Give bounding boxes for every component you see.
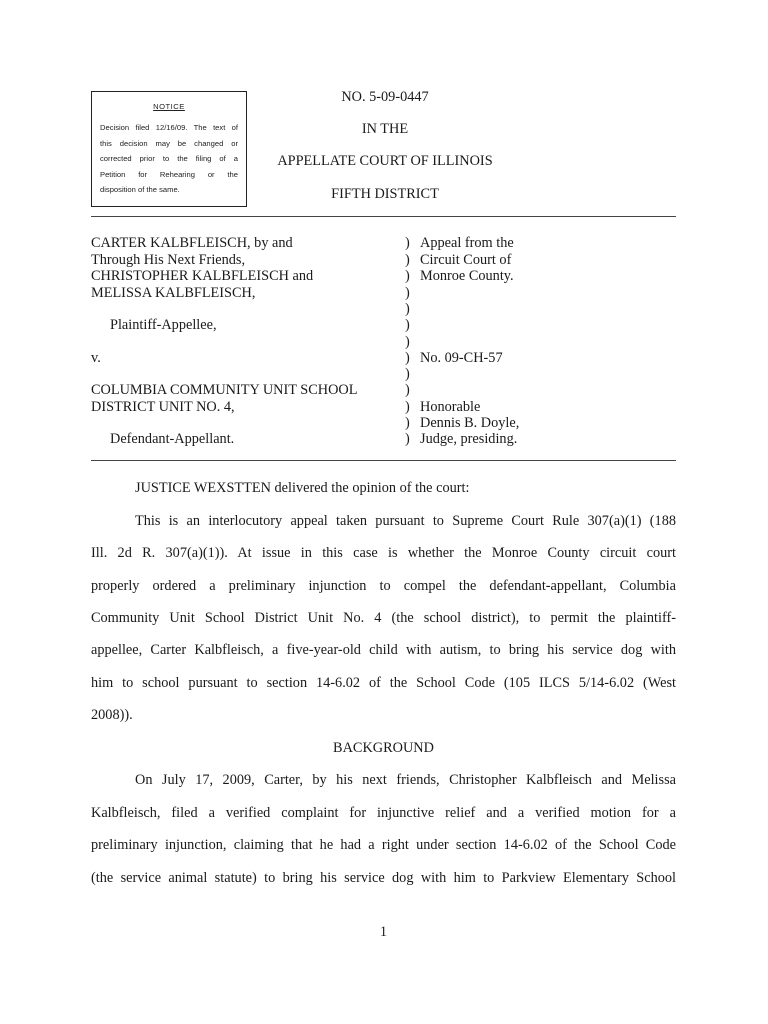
paragraph-line: Community Unit School District Unit No. 4 (the school district), to permit the plaintiff-	[91, 610, 676, 626]
caption-separator: )	[405, 317, 410, 333]
notice-line: this decision may be changed or	[100, 138, 238, 148]
caption-separator: )	[405, 431, 410, 447]
paragraph-line: (the service animal statute) to bring his service dog with him to Parkview Elementary School	[91, 870, 676, 886]
paragraph-line: On July 17, 2009, Carter, by his next friends, Christopher Kalbfleisch and Melissa	[135, 772, 676, 788]
judge-line: Honorable	[420, 398, 481, 415]
page-number: 1	[379, 924, 388, 940]
bottom-divider	[91, 460, 676, 461]
paragraph-line: Kalbfleisch, filed a verified complaint for injunctive relief and a verified motion for a	[91, 805, 676, 821]
caption-separator: )	[405, 350, 410, 366]
opinion-author-line: JUSTICE WEXSTTEN delivered the opinion of the court:	[135, 480, 470, 496]
notice-line: disposition of the same.	[100, 185, 180, 195]
notice-box	[91, 91, 247, 207]
paragraph-line: appellee, Carter Kalbfleisch, a five-year-old child with autism, to bring his service dog with	[91, 642, 676, 658]
caption-separator: )	[405, 284, 410, 301]
notice-line: corrected prior to the filing of a	[100, 154, 238, 164]
section-heading: BACKGROUND	[333, 740, 434, 756]
paragraph-line: This is an interlocutory appeal taken pursuant to Supreme Court Rule 307(a)(1) (188	[135, 513, 676, 529]
paragraph-line: him to school pursuant to section 14-6.02 of the School Code (105 ILCS 5/14-6.02 (West	[91, 675, 676, 691]
plaintiff-line: CHRISTOPHER KALBFLEISCH and	[91, 268, 314, 284]
plaintiff-line: CARTER KALBFLEISCH, by and	[91, 235, 293, 251]
caption-separator: )	[405, 268, 410, 284]
plaintiff-role: Plaintiff-Appellee,	[110, 317, 217, 333]
district: FIFTH DISTRICT	[331, 186, 439, 202]
versus: v.	[91, 350, 101, 366]
court-name: APPELLATE COURT OF ILLINOIS	[277, 153, 493, 169]
defendant-role: Defendant-Appellant.	[110, 431, 235, 447]
appeal-line: Appeal from the	[420, 235, 514, 251]
case-number: NO. 5-09-0447	[341, 89, 429, 105]
judge-line: Judge, presiding.	[420, 431, 518, 447]
caption-separator: )	[405, 415, 410, 431]
plaintiff-line: Through His Next Friends,	[91, 251, 246, 268]
notice-title: NOTICE	[153, 102, 185, 111]
caption-separator: )	[405, 333, 410, 350]
caption-separator: )	[405, 235, 410, 251]
defendant-line: DISTRICT UNIT NO. 4,	[91, 398, 235, 415]
trial-case-number: No. 09-CH-57	[420, 350, 503, 366]
notice-line: Petition for Rehearing or the	[100, 169, 238, 179]
caption-separator: )	[405, 301, 410, 317]
paragraph-line: preliminary injunction, claiming that he had a right under section 14-6.02 of the School Code	[91, 837, 676, 853]
top-divider	[91, 216, 676, 217]
appeal-line: Circuit Court of	[420, 251, 512, 268]
paragraph-line: Ill. 2d R. 307(a)(1)). At issue in this case is whether the Monroe County circuit court	[91, 545, 676, 561]
caption-separator: )	[405, 251, 410, 268]
caption-separator: )	[405, 382, 410, 398]
caption-separator: )	[405, 398, 410, 415]
in-the: IN THE	[361, 121, 409, 137]
appeal-line: Monroe County.	[420, 268, 514, 284]
paragraph-line: 2008)).	[91, 707, 133, 723]
plaintiff-line: MELISSA KALBFLEISCH,	[91, 284, 256, 301]
caption-separator: )	[405, 366, 410, 382]
paragraph-line: properly ordered a preliminary injunction to compel the defendant-appellant, Columbia	[91, 578, 676, 594]
notice-line: Decision filed 12/16/09. The text of	[100, 123, 238, 132]
judge-line: Dennis B. Doyle,	[420, 415, 520, 431]
defendant-line: COLUMBIA COMMUNITY UNIT SCHOOL	[91, 382, 358, 398]
